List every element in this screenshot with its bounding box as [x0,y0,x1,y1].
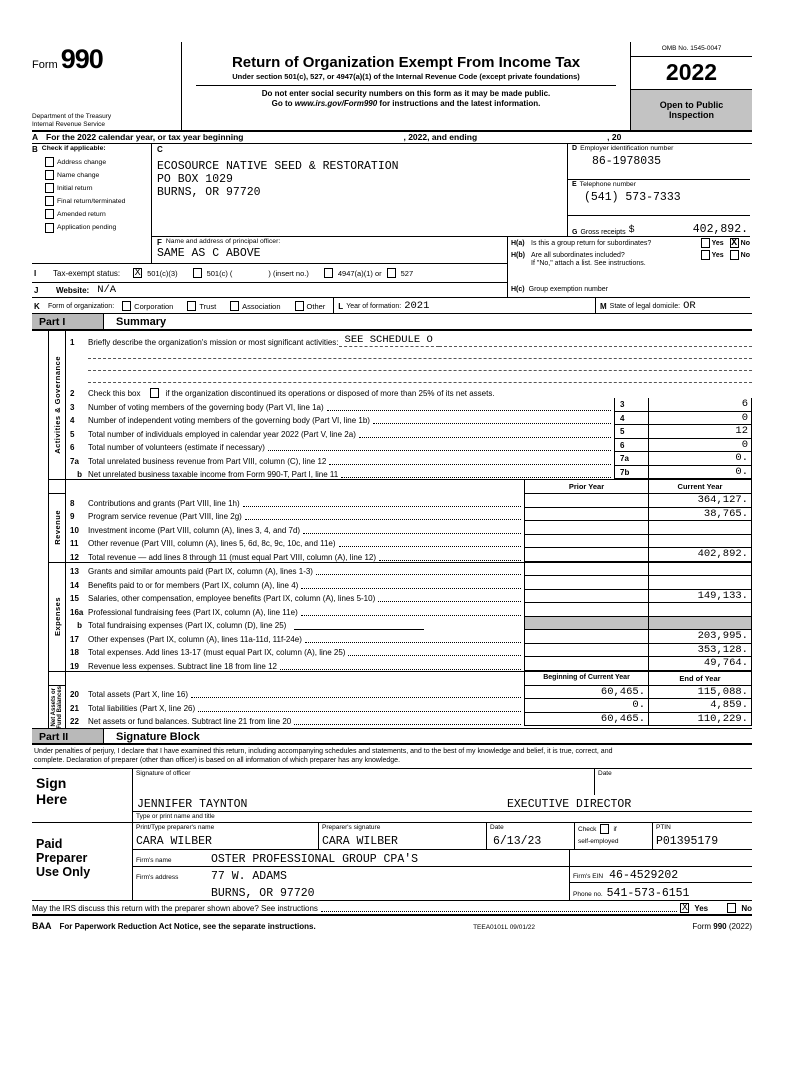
phone-cell [569,883,752,900]
hb-note: If "No," attach a list. See instructions. [531,260,646,267]
part1-title: Summary [116,316,167,328]
tax-exempt-heading: Tax-exempt status: [53,268,121,278]
part1-label: Part I [32,314,104,329]
row-a-text2: , 2022, and ending [403,132,478,142]
line9-current[interactable]: 38,765. [648,508,752,522]
year-formation-field[interactable]: 2021 [404,300,430,312]
dept-treasury: Department of the Treasury [32,113,112,120]
line16b-prior-shaded [524,617,648,631]
status-4947-checkbox[interactable] [324,268,333,278]
revenue-row-9: 9 Program service revenue (Part VIII, line 2g) 38,765. [66,508,752,522]
summary-row-6: 6 Total number of volunteers (estimate if necessary) 6 0 [66,439,752,453]
group-exemption-heading: Group exemption number [528,286,609,293]
sign-here-block [32,769,752,823]
line16b-amount-field[interactable] [294,620,424,630]
part2-label: Part II [32,729,104,743]
preparer-name-label: Print/Type preparer's name [136,824,215,832]
line13-current[interactable] [648,563,752,577]
form-title: Return of Organization Exempt From Income Tax [231,54,581,71]
line18-current[interactable]: 353,128. [648,644,752,658]
governance-section [48,331,752,479]
row-k: K Form of organization: Corporation Trust Association Other L Year of formation: 2021 M State of legal domicile: OR [32,297,750,314]
line16a-current[interactable] [648,603,752,617]
ein-field[interactable]: 86-1978035 [592,155,662,168]
line11-prior[interactable] [524,535,648,549]
line8-current[interactable]: 364,127. [648,494,752,508]
goto-note: Go to www.irs.gov/Form990 for instructions and the latest information. [271,99,541,108]
check-label: Check [578,825,597,833]
mission-label: Briefly describe the organization's mission or most significant activities: [88,338,339,347]
line20-end[interactable]: 115,088. [648,686,752,700]
initial-return-checkbox[interactable] [45,183,54,193]
address-change-item: Address change [45,157,151,167]
line12-current[interactable]: 402,892. [648,548,752,562]
net-assets-sidebar: Net Assets or Fund Balances [48,686,66,729]
form-number: 990 [60,44,103,74]
omb-number: OMB No. 1545-0047 [631,42,752,57]
gross-receipts-heading: Gross receipts [580,229,626,236]
address-change-checkbox[interactable] [45,157,54,167]
b-letter: B [32,145,38,154]
revenue-row-12: 12 Total revenue — add lines 8 through 11 (must equal Part VIII, column (A), line 12) 402,892. [66,548,752,562]
governance-sidebar: Activities & Governance [48,331,66,479]
form-of-org-heading: Form of organization: [48,302,115,310]
org-address2-field[interactable]: BURNS, OR 97720 [157,186,261,199]
summary-row-3: 3 Number of voting members of the governing body (Part VI, line 1a) 3 6 [66,398,752,412]
prior-year-header: Prior Year [524,480,648,494]
line2: 2 Check this box if the organization discontinued its operations or disposed of more than 25% of its net assets. [70,389,495,398]
application-pending-checkbox[interactable] [45,223,54,233]
block-l: L Year of formation: 2021 [333,298,595,314]
b-heading: Check if applicable: [41,145,106,152]
form-footer-id: Form 990 (2022) [692,921,752,931]
firm-address2-field[interactable]: BURNS, OR 97720 [211,886,315,900]
line4-value[interactable]: 0 [648,412,752,426]
part2-title: Signature Block [116,731,200,744]
ein-heading: Employer identification number [580,145,674,152]
hb-yes-checkbox[interactable] [701,250,710,260]
current-year-header: Current Year [648,480,752,494]
line13-prior[interactable] [524,563,648,577]
tax-year: 2022 [631,57,752,90]
expenses-sidebar: Expenses [48,563,66,671]
discontinued-checkbox[interactable] [150,388,159,398]
revenue-row-11: 11 Other revenue (Part VIII, column (A), lines 5, 6d, 8c, 9c, 10c, and 11e) [66,535,752,549]
line7a-value[interactable]: 0. [648,452,752,466]
org-name-field[interactable]: ECOSOURCE NATIVE SEED & RESTORATION [157,160,399,173]
form-title-block [182,42,630,130]
summary-row-4: 4 Number of independent voting members of the governing body (Part VI, line 1b) 4 0 [66,412,752,426]
irs-discuss-row: May the IRS discuss this return with the preparer shown above? See instructions X Yes No [32,902,752,914]
block-g: G Gross receipts $ 402,892. [572,223,748,236]
expense-row-17: 17 Other expenses (Part IX, column (A), lines 11a-11d, 11f-24e) 203,995. [66,630,752,644]
revenue-row-10: 10 Investment income (Part VIII, column (A), lines 3, 4, and 7d) [66,521,752,535]
domicile-field[interactable]: OR [683,300,696,312]
sign-date-label: Date [594,769,752,795]
entity-info-region [32,144,752,314]
firm-address1-field[interactable]: 77 W. ADAMS [211,870,287,884]
line6-value[interactable]: 0 [648,439,752,453]
net-row-20: 20 Total assets (Part X, line 16) 60,465. 115,088. [66,686,752,700]
self-employed-label: self-employed [578,838,619,846]
org-corporation-checkbox[interactable] [122,301,131,311]
line22-end[interactable]: 110,229. [648,713,752,727]
sign-here-label: Sign Here [36,775,68,808]
preparer-date-field[interactable]: 6/13/23 [493,835,542,849]
org-association-checkbox[interactable] [230,301,239,311]
line17-prior[interactable] [524,630,648,644]
line1: 1 Briefly describe the organization's mission or most significant activities: SEE SCHEDULE O [66,333,752,347]
expense-row-14: 14 Benefits paid to or for members (Part IX, column (A), line 4) [66,576,752,590]
gross-receipts-field[interactable]: 402,892. [692,223,748,236]
org-address1-field[interactable]: PO BOX 1029 [157,173,233,186]
line22-begin[interactable]: 60,465. [524,713,648,727]
calendar-year-row [32,130,752,144]
principal-officer-field[interactable]: SAME AS C ABOVE [157,247,261,260]
ha-row: H(a) Is this a group return for subordinates? Yes X No [511,238,750,249]
domicile-heading: State of legal domicile: [609,302,681,310]
paid-preparer-label: Paid Preparer Use Only [36,837,91,880]
firm-ein-cell [569,867,752,884]
final-return-checkbox[interactable] [45,196,54,206]
firm-ein-field[interactable]: 46-4529202 [609,869,679,883]
page-footer [32,916,752,931]
line10-prior[interactable] [524,521,648,535]
mission-blank-line [88,371,752,383]
summary-row-7a: 7a Total unrelated business revenue from Part VIII, column (C), line 12 7a 0. [66,452,752,466]
revenue-sidebar: Revenue [48,494,66,562]
org-phone-field[interactable]: (541) 573-7333 [584,191,681,204]
hb-question: Are all subordinates included? [531,251,625,259]
mission-blank-line [88,347,752,359]
block-c [151,144,567,236]
line8-prior[interactable] [524,494,648,508]
begin-end-header [48,671,752,686]
row-hc: H(c) Group exemption number [507,282,750,297]
principal-officer-heading: Name and address of principal officer: [165,238,281,245]
row-a-text1: For the 2022 calendar year, or tax year beginning [46,132,244,142]
signature-officer-label: Signature of officer [136,770,191,778]
row-a-text3: , 20 [607,132,622,142]
form-990-page [32,42,752,931]
status-501c3-checkbox[interactable]: X [134,268,141,279]
line16b-current-shaded [648,617,752,631]
line3-value[interactable]: 6 [648,398,752,412]
officer-name-field[interactable]: JENNIFER TAYNTON [137,798,248,812]
line9-prior[interactable] [524,508,648,522]
open-to-public-badge: Open to Public Inspection [631,90,752,130]
expense-row-16b: b Total fundraising expenses (Part IX, column (D), line 25) [66,617,752,631]
phone-field[interactable]: 541-573-6151 [606,886,690,900]
paid-preparer-block: Paid Preparer Use Only Print/Type preparer's name CARA WILBER Preparer's signature CARA WILBER Date 6/13/23 Check if self-employed PTIN P01395179 Firm's name OSTER PROFESSIONAL GROUP CPA'S Firm's address 77 W. ADAMS Firm's EIN 46-4529202 BURNS, OR 97720 Phone no. 541-573-6151 [32,823,752,901]
expense-row-18: 18 Total expenses. Add lines 13-17 (must equal Part IX, column (A), line 25) 353,128. [66,644,752,658]
row-j: J Website: N/A [32,282,507,297]
final-return-item: Final return/terminated [45,196,151,206]
org-other-checkbox[interactable] [295,301,304,311]
line21-end[interactable]: 4,859. [648,699,752,713]
form-number-block [32,42,182,130]
block-m: M State of legal domicile: OR [595,298,750,314]
net-row-21: 21 Total liabilities (Part X, line 26) 0. 4,859. [66,699,752,713]
summary-row-7b: b Net unrelated business taxable income from Form 990-T, Part I, line 11 7b 0. [66,466,752,480]
amended-return-checkbox[interactable] [45,209,54,219]
summary-row-5: 5 Total number of individuals employed in calendar year 2022 (Part V, line 2a) 5 12 [66,425,752,439]
preparer-signature-label: Preparer's signature [322,824,381,832]
officer-title-field[interactable]: EXECUTIVE DIRECTOR [507,798,632,812]
firm-name-label: Firm's name [136,856,172,864]
preparer-name-field[interactable]: CARA WILBER [136,835,212,849]
line17-current[interactable]: 203,995. [648,630,752,644]
line14-prior[interactable] [524,576,648,590]
website-heading: Website: [56,285,90,295]
line16a-prior[interactable] [524,603,648,617]
beginning-year-header: Beginning of Current Year [524,672,648,686]
c-letter: C [157,145,163,154]
phone-heading: Telephone number [579,181,636,188]
end-year-header: End of Year [648,672,752,686]
expense-row-13: 13 Grants and similar amounts paid (Part IX, column (A), lines 1-3) [66,563,752,577]
dept-irs: Internal Revenue Service [32,121,105,128]
year-formation-heading: Year of formation: [346,302,402,310]
line7b-value[interactable]: 0. [648,466,752,480]
ha-question: Is this a group return for subordinates? [531,239,652,247]
status-527-checkbox[interactable] [387,268,396,278]
ha-no-checkbox[interactable]: X [731,238,738,249]
firm-address-label: Firm's address [136,874,179,882]
firm-name-field[interactable]: OSTER PROFESSIONAL GROUP CPA'S [211,852,419,866]
line19-prior[interactable] [524,657,648,671]
block-h [507,236,750,282]
ptin-field[interactable]: P01395179 [656,835,719,849]
ssn-note: Do not enter social security numbers on this form as it may be made public. [261,89,551,98]
row-a-letter: A [32,132,39,142]
line21-begin[interactable]: 0. [524,699,648,713]
mission-blank-line [88,359,752,371]
line10-current[interactable] [648,521,752,535]
perjury-statement: Under penalties of perjury, I declare that I have examined this return, including accompanying schedules and statements, and to the best of my knowledge and belief, it is true, correct, and complete. Declaration of preparer (other than officer) is based on all information of which preparer has any knowledge. [32,745,752,769]
mission-field[interactable]: SEE SCHEDULE O [339,334,439,347]
expenses-section [48,562,752,671]
website-field[interactable]: N/A [97,284,117,296]
line20-begin[interactable]: 60,465. [524,686,648,700]
line5-value[interactable]: 12 [648,425,752,439]
line15-prior[interactable] [524,590,648,604]
org-trust-checkbox[interactable] [187,301,196,311]
preparer-signature-field[interactable]: CARA WILBER [322,835,398,849]
expense-row-16a: 16a Professional fundraising fees (Part IX, column (A), line 11e) [66,603,752,617]
self-employed-checkbox[interactable] [600,824,609,834]
line14-current[interactable] [648,576,752,590]
net-row-22: 22 Net assets or fund balances. Subtract line 21 from line 20 60,465. 110,229. [66,713,752,727]
form-header [32,42,752,130]
row-i: I Tax-exempt status: X 501(c)(3) 501(c) ( ) (insert no.) 4947(a)(1) or 527 [32,263,507,282]
form-subtitle: Under section 501(c), 527, or 4947(a)(1) of the Internal Revenue Code (except private foundations) [196,72,616,86]
status-501c-checkbox[interactable] [193,268,202,278]
baa-label: BAA [32,920,52,931]
part1-header [32,314,752,331]
revenue-row-8: 8 Contributions and grants (Part VIII, line 1h) 364,127. [66,494,752,508]
line11-current[interactable] [648,535,752,549]
block-d: D Employer identification number 86-1978035 [568,144,750,180]
ha-yes-checkbox[interactable] [701,238,710,248]
hb-row: H(b) Are all subordinates included? Yes No [511,251,750,259]
type-print-label: Type or print name and title [136,813,215,821]
irs-discuss-no-checkbox[interactable] [727,903,736,913]
part2-header [32,728,752,745]
name-change-item: Name change [45,170,151,180]
preparer-date-label: Date [490,824,504,832]
revenue-section [48,494,752,562]
prior-current-header [48,479,752,494]
line12-prior[interactable] [524,548,648,562]
initial-return-item: Initial return [45,183,151,193]
expense-row-19: 19 Revenue less expenses. Subtract line 18 from line 12 49,764. [66,657,752,671]
line15-current[interactable]: 149,133. [648,590,752,604]
irs-discuss-text: May the IRS discuss this return with the preparer shown above? See instructions [32,903,318,913]
hb-no-checkbox[interactable] [730,250,739,260]
ptin-label: PTIN [656,824,671,832]
form-word: Form [32,59,58,71]
phone-label: Phone no. [573,890,603,898]
irs-url: www.irs.gov/Form990 [294,99,378,108]
form-code: TEEA0101L 09/01/22 [473,923,535,931]
application-pending-item: Application pending [45,223,151,233]
name-change-checkbox[interactable] [45,170,54,180]
expense-row-15: 15 Salaries, other compensation, employee benefits (Part IX, column (A), lines 5-10) 149,133. [66,590,752,604]
line18-prior[interactable] [524,644,648,658]
block-deg [567,144,750,236]
block-e: E Telephone number (541) 573-7333 [568,180,750,216]
baa-text: For Paperwork Reduction Act Notice, see the separate instructions. [59,921,316,931]
firm-ein-label: Firm's EIN [573,873,604,881]
net-assets-section [48,686,752,729]
amended-return-item: Amended return [45,209,151,219]
omb-year-block [630,42,752,130]
line19-current[interactable]: 49,764. [648,657,752,671]
block-f: F Name and address of principal officer: SAME AS C ABOVE [151,236,507,263]
block-b [32,145,151,233]
irs-discuss-yes-checkbox[interactable]: X [681,902,688,914]
